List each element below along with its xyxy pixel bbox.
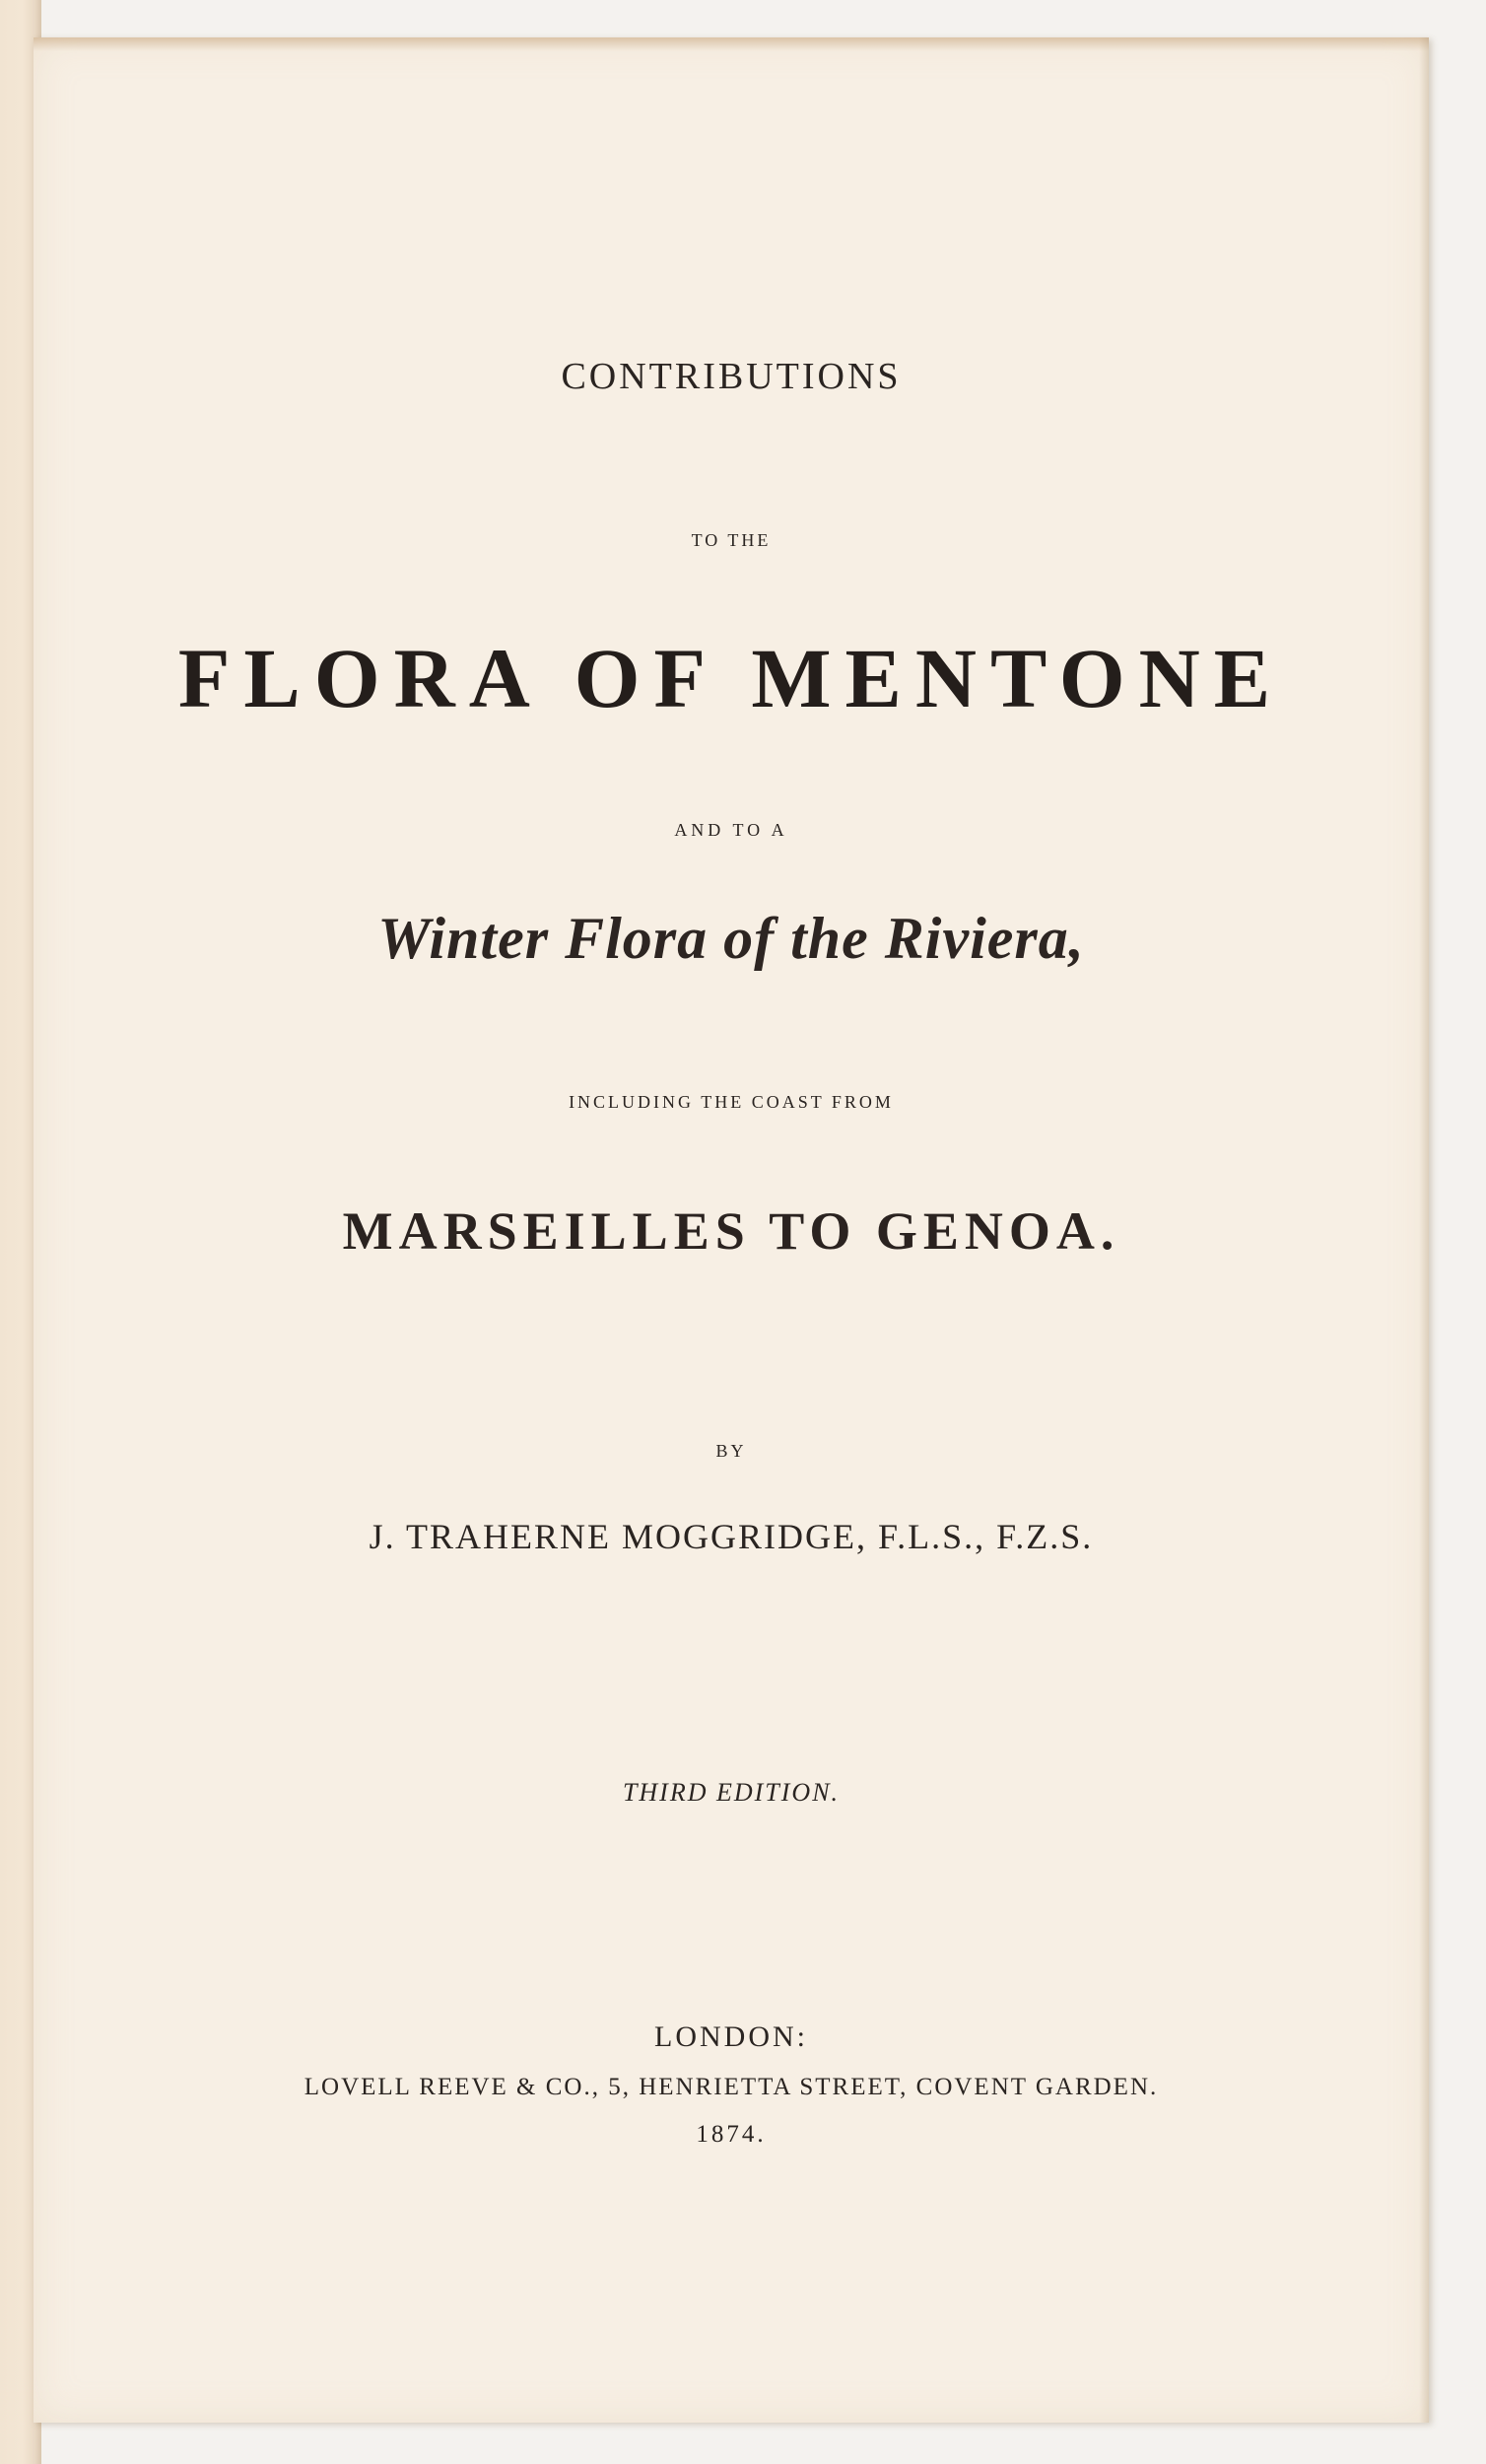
blackletter-subtitle: Winter Flora of the Riviera, [377, 906, 1085, 971]
and-to-a-text: AND TO A [674, 820, 788, 840]
main-title: FLORA OF MENTONE [177, 631, 1285, 725]
imprint-publisher: LOVELL REEVE & CO., 5, HENRIETTA STREET, COVENT GARDEN. [304, 2074, 1159, 2100]
imprint-city: LONDON: [654, 2020, 808, 2053]
author-name: J. TRAHERNE MOGGRIDGE, F.L.S., F.Z.S. [369, 1517, 1094, 1556]
page-top-foxing [34, 37, 1429, 51]
title-page [34, 37, 1429, 2423]
contributions-heading: CONTRIBUTIONS [561, 356, 902, 397]
including-text: INCLUDING THE COAST FROM [569, 1092, 894, 1112]
imprint-year: 1874. [696, 2121, 767, 2148]
coast-title: MARSEILLES TO GENOA. [342, 1201, 1120, 1261]
edition-text: THIRD EDITION. [622, 1778, 841, 1807]
to-the-text: TO THE [691, 530, 772, 550]
by-text: BY [715, 1441, 747, 1461]
